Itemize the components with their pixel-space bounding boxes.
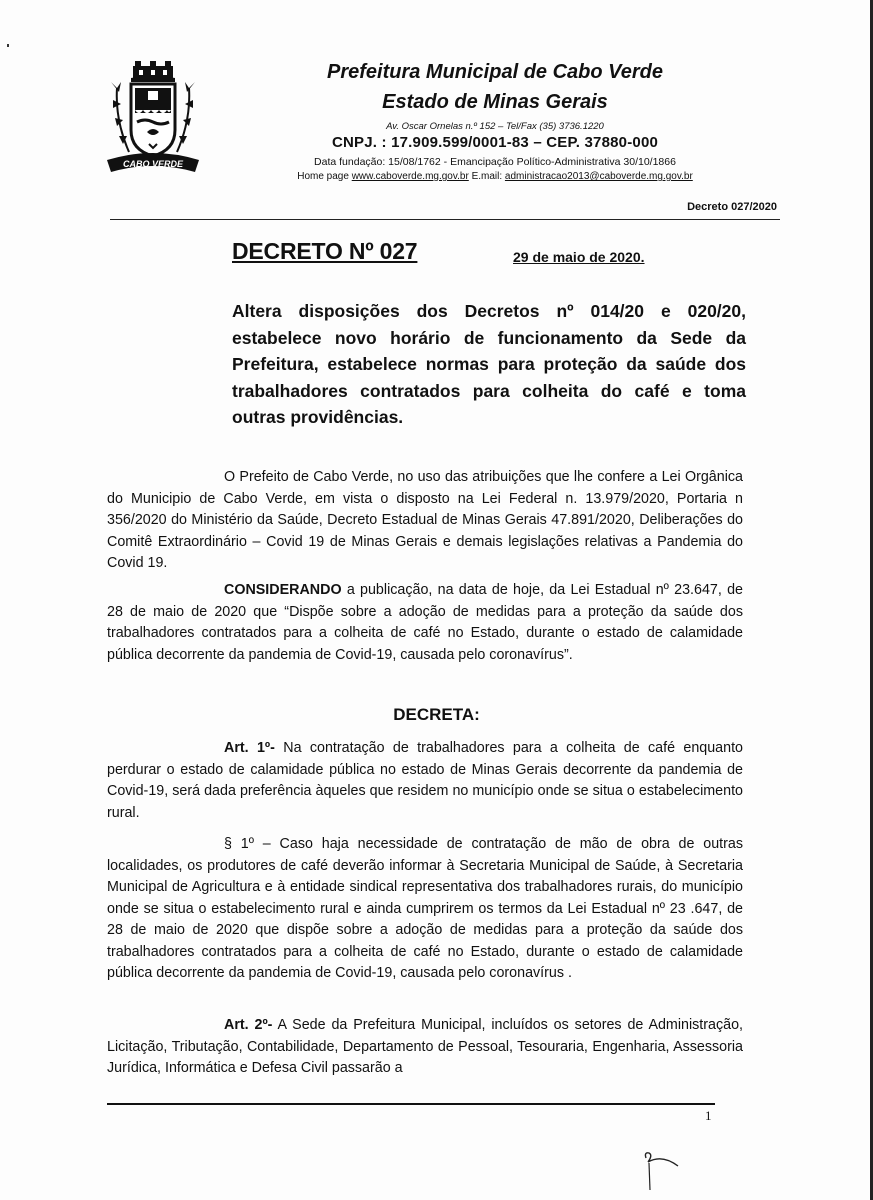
decreta-heading: DECRETA: — [393, 705, 480, 724]
contact-line — [225, 171, 765, 182]
scan-speck — [7, 44, 9, 47]
address-line: Av. Oscar Ornelas n.º 152 – Tel/Fax (35) 3736.1220 — [386, 121, 604, 132]
article-2-text: A Sede da Prefeitura Municipal, incluídos os setores de Administração, Licitação, Tributação, Contabilidade, Departamento de Pessoal, Tesouraria, Engenharia, Assessoria Jurídica, Informática e Defesa Civil passarão a — [107, 1017, 743, 1076]
crest-label: CABO VERDE — [122, 159, 184, 169]
decree-reference: Decreto 027/2020 — [687, 201, 777, 213]
article-1-text: Na contratação de trabalhadores para a colheita de café enquanto perdurar o estado de calamidade pública no estado de Minas Gerais decorrente da pandemia de Covid-19, será dada preferência àqueles que residem no município onde se situa o estabelecimento rural. — [107, 740, 743, 821]
foundation-line: Data fundação: 15/08/1762 - Emancipação Político-Administrativa 30/10/1866 — [314, 156, 676, 168]
homepage-label: Home page — [297, 171, 349, 182]
article-2 — [107, 1015, 743, 1080]
footer-divider — [107, 1103, 715, 1105]
municipality-title: Prefeitura Municipal de Cabo Verde — [326, 61, 663, 83]
article-1-paragraph-1: § 1º – Caso haja necessidade de contratação de mão de obra de outras localidades, os produtores de café deverão informar à Secretaria Municipal de Saúde, à Secretaria Municipal de Agricultura e à entidade sindical representativa dos trabalhadores rurais, do município onde se situa o estabelecimento rural e ainda cumprirem os termos da Lei Estadual nº 23 .647, de 28 de maio de 2020 que dispõe sobre a adoção de medidas para a proteção da saúde dos trabalhadores contratados para a colheita de café no Estado, durante o estado de calamidade pública decorrente da pandemia de Covid-19, causada pelo coronavírus . — [107, 836, 743, 981]
coat-of-arms-icon — [103, 60, 203, 178]
email-link[interactable]: administracao2013@caboverde.mg.gov.br — [504, 171, 693, 182]
cnpj-line: CNPJ. : 17.909.599/0001-83 – CEP. 37880-000 — [331, 134, 659, 151]
decree-title: DECRETO Nº 027 — [232, 238, 418, 264]
considerando-text: a publicação, na data de hoje, da Lei Estadual nº 23.647, de 28 de maio de 2020 que “Dispõe sobre a adoção de medidas para a proteção da saúde dos trabalhadores contratados para a colheita de café no Estado, durante o estado de calamidade pública decorrente da pandemia de Covid-19, causada pelo coronavírus”. — [107, 582, 743, 663]
email-label: E.mail: — [471, 171, 503, 182]
decree-summary: Altera disposições dos Decretos nº 014/20 e 020/20, estabelece novo horário de funcionamento da Sede da Prefeitura, estabelece normas para proteção da saúde dos trabalhadores contratados para colheita do café e toma outras providências. — [232, 301, 746, 427]
considerando-paragraph — [107, 580, 743, 666]
article-1-label: Art. 1º- — [224, 740, 275, 756]
homepage-link[interactable]: www.caboverde.mg.gov.br — [351, 171, 469, 182]
header-divider — [110, 219, 780, 220]
state-title: Estado de Minas Gerais — [382, 91, 608, 113]
considerando-label: CONSIDERANDO — [224, 582, 342, 598]
preamble-paragraph: O Prefeito de Cabo Verde, no uso das atribuições que lhe confere a Lei Orgânica do Municipio de Cabo Verde, em vista o disposto na Lei Federal n. 13.979/2020, Portaria n 356/2020 do Ministério da Saúde, Decreto Estadual de Minas Gerais 47.891/2020, Deliberações do Comitê Extraordinário – Covid 19 de Minas Gerais e demais legislações relativas a Pandemia do Covid 19. — [107, 469, 743, 571]
article-2-label: Art. 2º- — [224, 1017, 273, 1033]
signature-initials-icon — [640, 1150, 690, 1195]
page-number: 1 — [705, 1108, 712, 1123]
article-1 — [107, 738, 743, 824]
decree-date: 29 de maio de 2020. — [513, 249, 645, 265]
